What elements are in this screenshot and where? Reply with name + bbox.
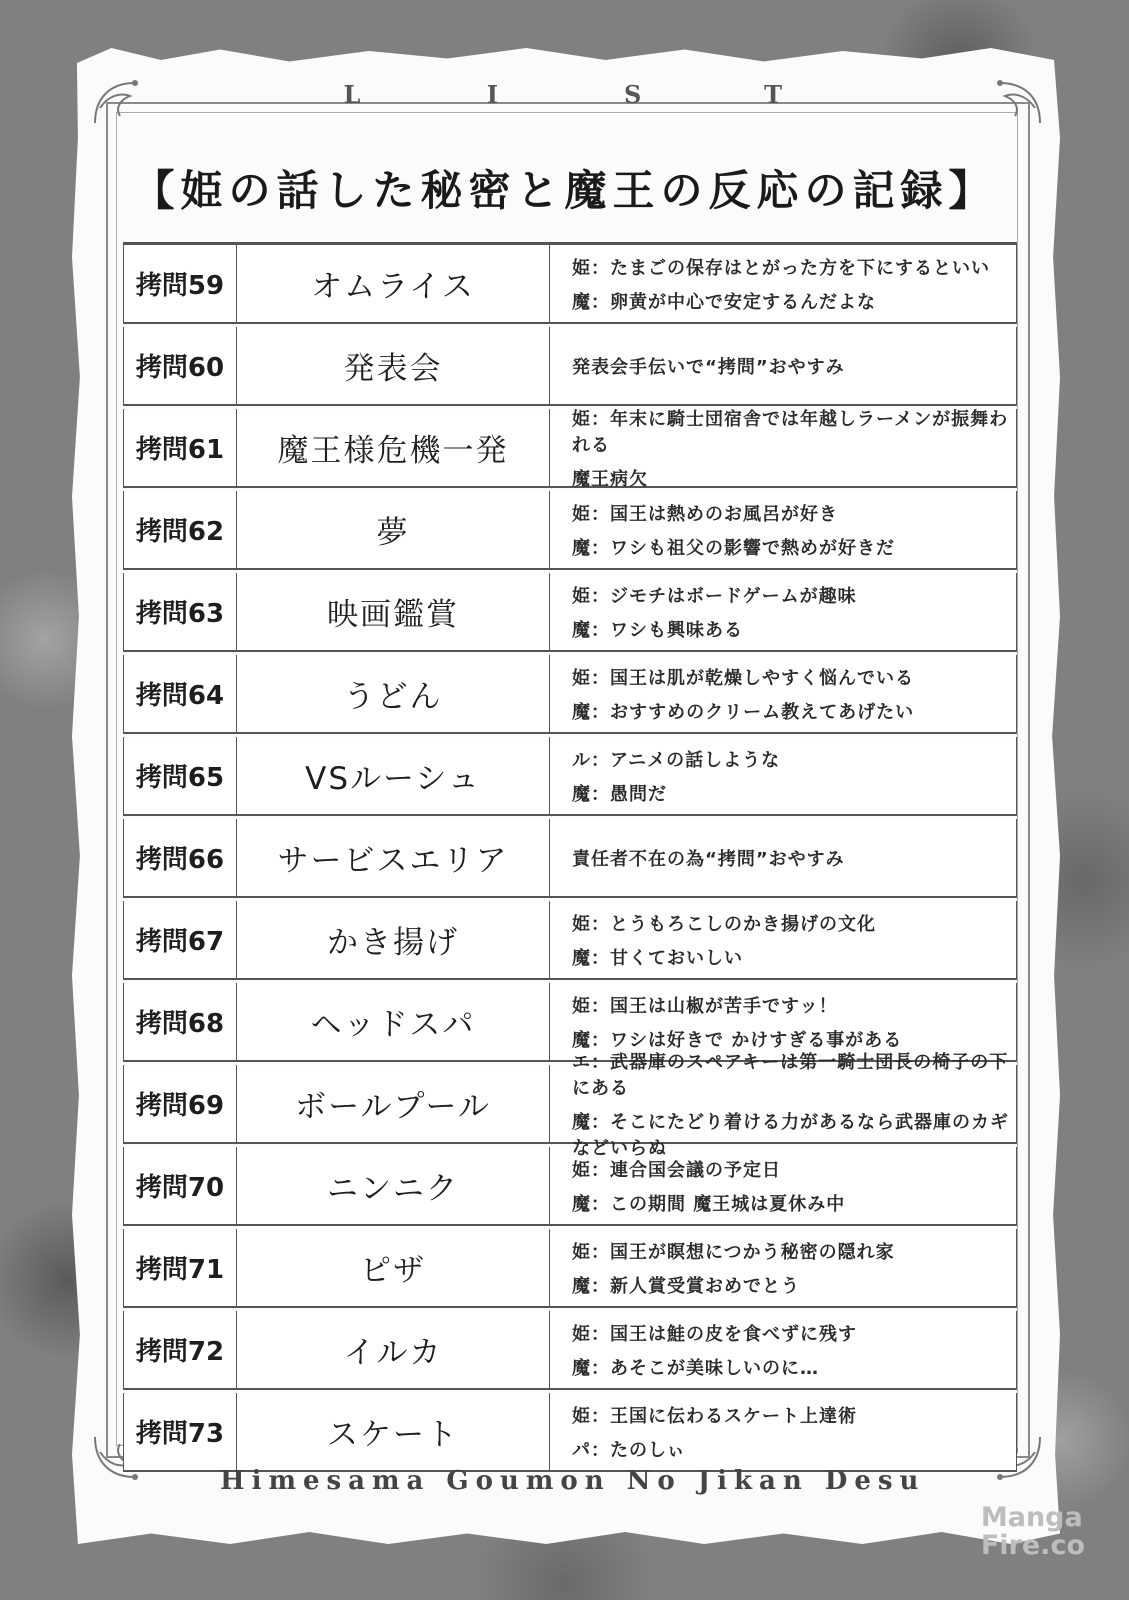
- watermark-line: Fire.co: [980, 1530, 1085, 1561]
- note-line: 発表会手伝いで“拷問”おやすみ: [572, 356, 845, 378]
- note-line: 魔：この期間 魔王城は夏休み中: [572, 1193, 846, 1215]
- episode-notes: [550, 245, 1016, 322]
- list-heading-letter: I: [486, 80, 502, 109]
- episode-notes: [550, 655, 1016, 732]
- list-heading-letter: S: [624, 80, 646, 109]
- episode-title: サービスエリア: [237, 819, 550, 896]
- episode-number: 拷問65: [124, 737, 237, 814]
- table-row: [123, 1393, 1017, 1472]
- note-line: 魔：甘くておいしい: [572, 947, 743, 969]
- episode-number: 拷問62: [124, 491, 237, 568]
- episode-number: 拷問64: [124, 655, 237, 732]
- episode-number: 拷問63: [124, 573, 237, 650]
- note-line: 姫：王国に伝わるスケート上達術: [572, 1405, 857, 1427]
- episode-number: 拷問71: [124, 1229, 237, 1306]
- note-line: 姫：国王は山椒が苦手ですッ！: [572, 995, 838, 1017]
- list-heading-letter: L: [343, 80, 365, 109]
- note-line: 姫：とうもろこしのかき揚げの文化: [572, 913, 876, 935]
- episode-table: [123, 242, 1017, 1475]
- note-line: 魔：新人賞受賞おめでとう: [572, 1275, 800, 1297]
- episode-title: 発表会: [237, 327, 550, 404]
- table-row: [123, 573, 1017, 652]
- note-line: 姫：国王は熱めのお風呂が好き: [572, 503, 838, 525]
- table-row: [123, 819, 1017, 898]
- table-row: [123, 327, 1017, 406]
- episode-title: ニンニク: [237, 1147, 550, 1224]
- episode-number: 拷問59: [124, 245, 237, 322]
- episode-title: ボールプール: [237, 1065, 550, 1142]
- episode-notes: [550, 327, 1016, 404]
- episode-number: 拷問69: [124, 1065, 237, 1142]
- episode-title: 魔王様危機一発: [237, 409, 550, 486]
- episode-title: オムライス: [237, 245, 550, 322]
- table-row: [123, 245, 1017, 324]
- note-line: 魔：おすすめのクリーム教えてあげたい: [572, 701, 915, 723]
- note-line: 姫：連合国会議の予定日: [572, 1159, 781, 1181]
- episode-number: 拷問66: [124, 819, 237, 896]
- note-line: 姫：国王は鮭の皮を食べずに残す: [572, 1323, 857, 1345]
- table-row: [123, 409, 1017, 488]
- note-line: 魔：ワシは好きで かけすぎる事がある: [572, 1029, 903, 1051]
- note-line: 魔：卵黄が中心で安定するんだよな: [572, 291, 876, 313]
- note-line: 魔：ワシも祖父の影響で熱めが好きだ: [572, 537, 895, 559]
- episode-title: 夢: [237, 491, 550, 568]
- note-line: 姫：国王は肌が乾燥しやすく悩んでいる: [572, 667, 914, 689]
- episode-number: 拷問68: [124, 983, 237, 1060]
- episode-notes: [550, 491, 1016, 568]
- footer-series-title: Himesama Goumon No Jikan Desu: [220, 1466, 926, 1496]
- episode-notes: [550, 1051, 1016, 1159]
- episode-title: 映画鑑賞: [237, 573, 550, 650]
- episode-number: 拷問73: [124, 1393, 237, 1470]
- note-line: 魔王病欠: [572, 468, 648, 490]
- note-line: エ：武器庫のスペアキーは第一騎士団長の椅子の下にある: [572, 1051, 1009, 1099]
- note-line: 魔：愚問だ: [572, 783, 667, 805]
- note-line: 姫：国王が瞑想につかう秘密の隠れ家: [572, 1241, 895, 1263]
- episode-notes: [550, 408, 1016, 490]
- episode-title: ピザ: [237, 1229, 550, 1306]
- episode-notes: [550, 819, 1016, 896]
- episode-title: うどん: [237, 655, 550, 732]
- watermark-logo: [981, 1504, 1085, 1560]
- note-line: 魔：そこにたどり着ける力があるなら武器庫のカギなどいらぬ: [572, 1111, 1009, 1159]
- note-line: 姫：ジモチはボードゲームが趣味: [572, 585, 857, 607]
- episode-title: スケート: [237, 1393, 550, 1470]
- note-line: 魔：あそこが美味しいのに…: [572, 1357, 819, 1379]
- list-heading-letter: T: [764, 80, 786, 109]
- episode-notes: [550, 737, 1016, 814]
- note-line: ル：アニメの話しような: [572, 749, 781, 771]
- episode-number: 拷問72: [124, 1311, 237, 1388]
- table-row: [123, 1147, 1017, 1226]
- episode-notes: [550, 901, 1016, 978]
- episode-number: 拷問67: [124, 901, 237, 978]
- table-row: [123, 1311, 1017, 1390]
- table-row: [123, 901, 1017, 980]
- episode-number: 拷問70: [124, 1147, 237, 1224]
- watermark-line: Manga: [980, 1502, 1083, 1533]
- note-line: パ：たのしぃ: [572, 1439, 686, 1461]
- table-row: [123, 1051, 1017, 1159]
- episode-notes: [550, 1393, 1016, 1470]
- episode-notes: [550, 573, 1016, 650]
- episode-number: 拷問60: [124, 327, 237, 404]
- document-title: 【姫の話した秘密と魔王の反応の記録】: [132, 166, 997, 215]
- note-line: 責任者不在の為“拷問”おやすみ: [572, 848, 845, 870]
- episode-notes: [550, 1147, 1016, 1224]
- episode-title: かき揚げ: [237, 901, 550, 978]
- note-line: 姫：たまごの保存はとがった方を下にするといい: [572, 257, 990, 279]
- table-row: [123, 655, 1017, 734]
- table-row: [123, 1229, 1017, 1308]
- table-row: [123, 737, 1017, 816]
- episode-title: VSルーシュ: [237, 737, 550, 814]
- table-row: [123, 491, 1017, 570]
- note-line: 魔：ワシも興味ある: [572, 619, 743, 641]
- episode-number: 拷問61: [124, 409, 237, 486]
- episode-title: ヘッドスパ: [237, 983, 550, 1060]
- episode-notes: [550, 1229, 1016, 1306]
- episode-title: イルカ: [237, 1311, 550, 1388]
- list-heading: [0, 80, 1129, 109]
- note-line: 姫：年末に騎士団宿舎では年越しラーメンが振舞われる: [572, 408, 1009, 456]
- episode-notes: [550, 1311, 1016, 1388]
